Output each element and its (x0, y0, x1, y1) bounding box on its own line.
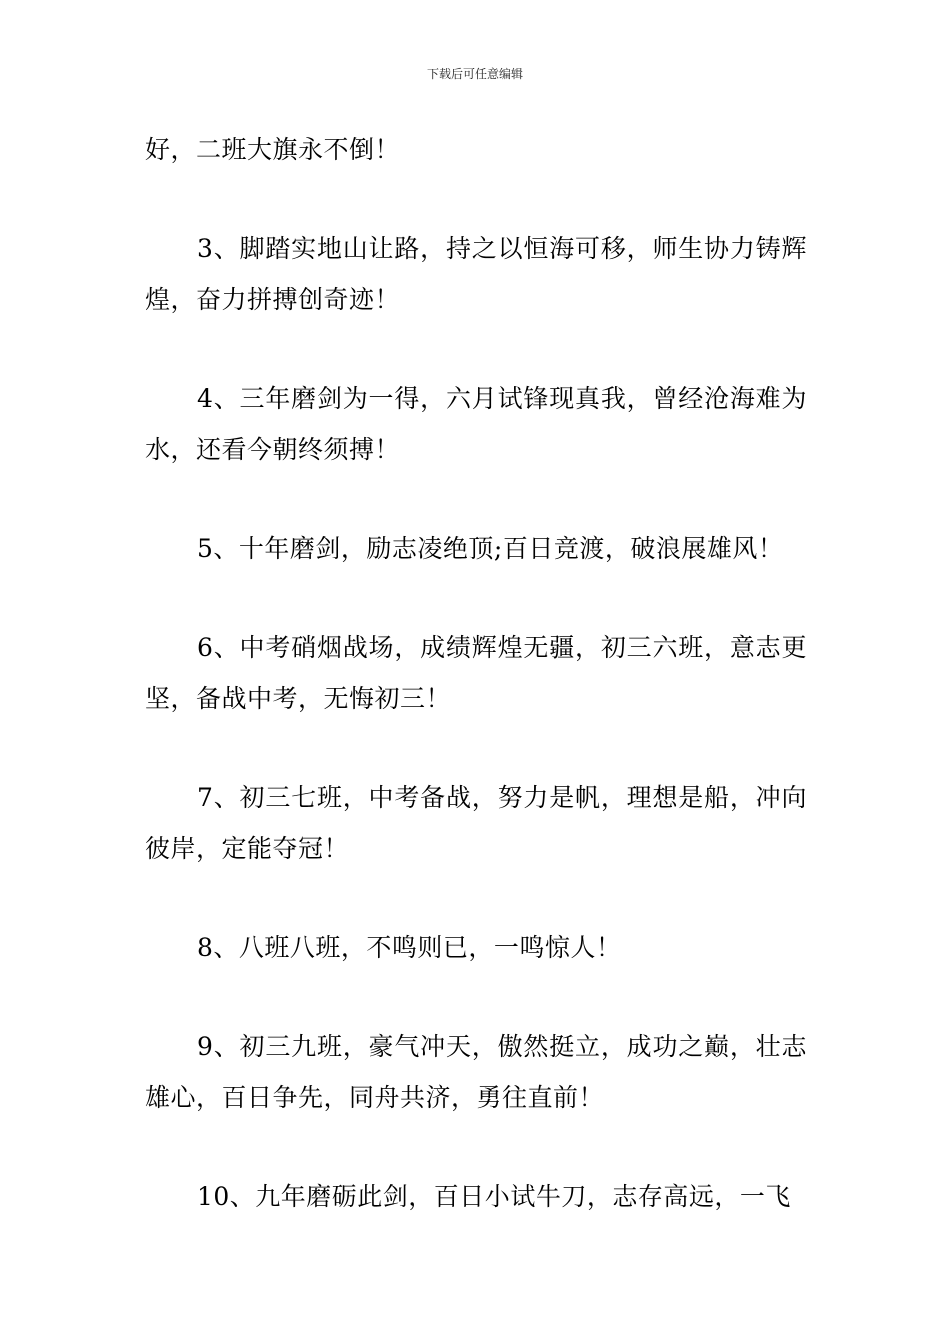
paragraph: 3、脚踏实地山让路，持之以恒海可移，师生协力铸辉煌，奋力拼搏创奇迹！ (145, 234, 807, 314)
paragraph: 7、初三七班，中考备战，努力是帆，理想是船，冲向彼岸，定能夺冠！ (145, 783, 807, 863)
page-header: 下载后可任意编辑 (426, 67, 523, 81)
paragraph: 6、中考硝烟战场，成绩辉煌无疆，初三六班，意志更坚，备战中考，无悔初三！ (145, 633, 807, 713)
paragraph: 9、初三九班，豪气冲天，傲然挺立，成功之巅，壮志雄心，百日争先，同舟共济，勇往直前！ (145, 1032, 807, 1112)
paragraph: 8、八班八班，不鸣则已，一鸣惊人！ (197, 933, 622, 962)
paragraph: 4、三年磨剑为一得，六月试锋现真我，曾经沧海难为水，还看今朝终须搏！ (145, 384, 807, 464)
paragraph: 10、九年磨砺此剑，百日小试牛刀，志存高远，一飞 (197, 1182, 791, 1211)
document-body (145, 124, 807, 1222)
paragraph: 5、十年磨剑，励志凌绝顶;百日竞渡，破浪展雄风！ (197, 534, 784, 563)
paragraph: 好，二班大旗永不倒！ (145, 135, 401, 164)
